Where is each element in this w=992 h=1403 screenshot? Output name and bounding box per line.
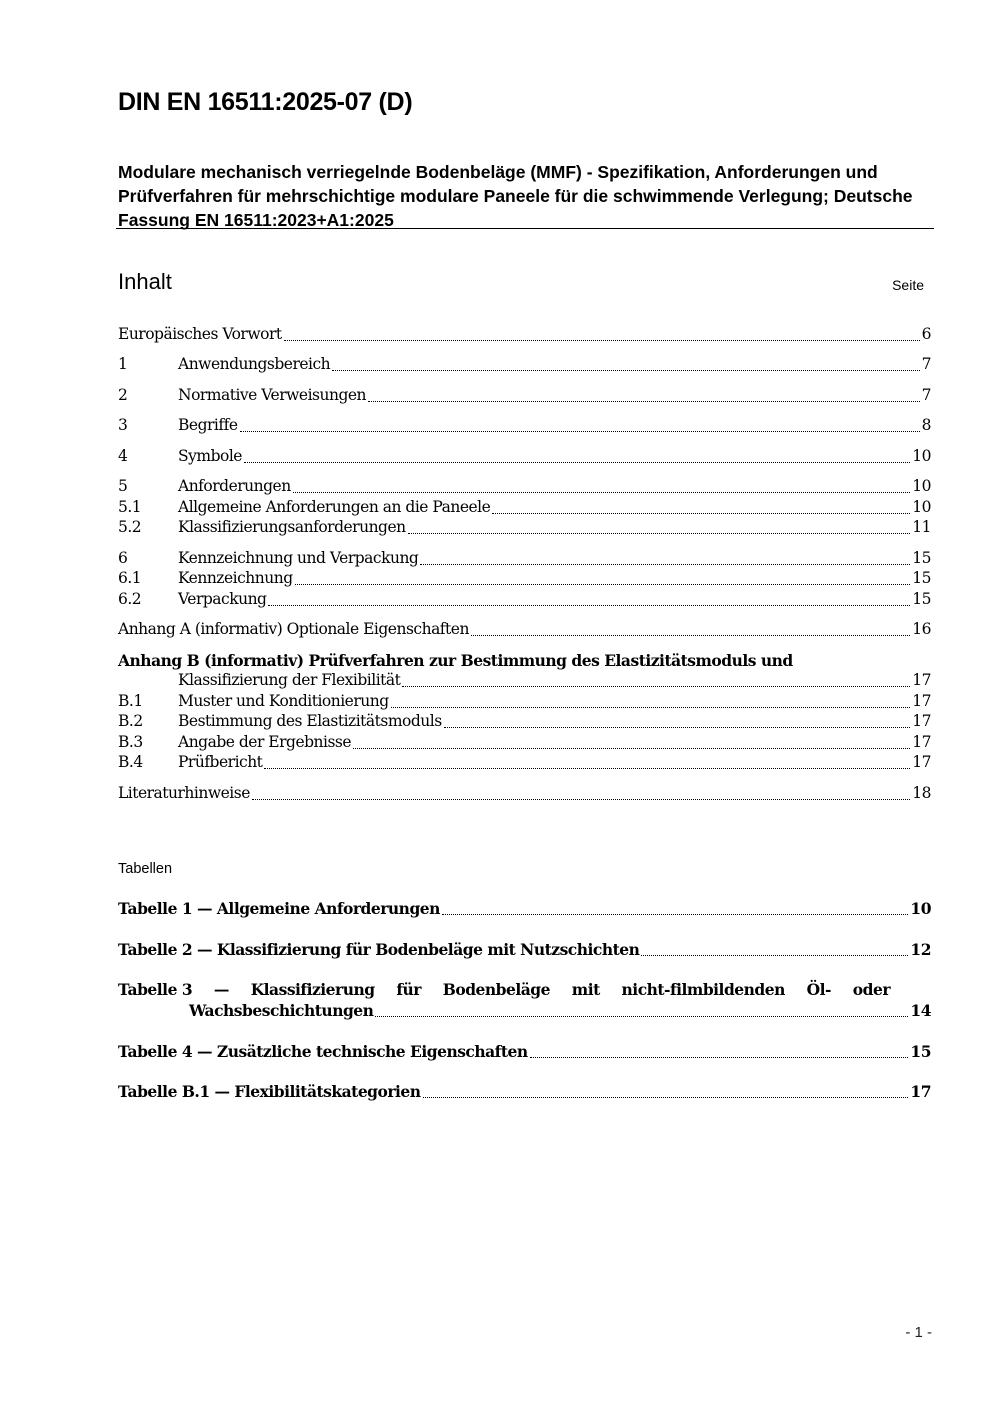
toc-entry-number: 6.2: [118, 590, 142, 608]
toc-entry-label: Angabe der Ergebnisse: [178, 733, 352, 751]
table-entry-justified[interactable]: Tabelle 3 — Klassifizierung für Bodenbeläge mit nicht-filmbildenden Öl- oder: [118, 980, 890, 999]
toc-entry-page: 10: [912, 498, 931, 516]
table-entry-label: Wachsbeschichtungen: [189, 1001, 374, 1020]
toc-entry-label: Klassifizierungsanforderungen: [178, 518, 406, 536]
toc-entry[interactable]: [118, 590, 931, 611]
toc-entry-page: 17: [912, 671, 931, 689]
toc-entry-number: B.1: [118, 692, 143, 710]
toc-entry-page: 15: [912, 590, 931, 608]
toc-entry-page: 7: [921, 355, 931, 373]
toc-entry[interactable]: [118, 620, 931, 641]
toc-entry-page: 10: [912, 477, 931, 495]
toc-entry-page: 15: [912, 549, 931, 567]
toc-leader: [402, 686, 910, 687]
toc-entry-number: 3: [118, 416, 128, 434]
toc-entry-label: Anwendungsbereich: [178, 355, 331, 373]
toc-entry-label: Allgemeine Anforderungen an die Paneele: [178, 498, 491, 516]
table-entry-page: 12: [910, 940, 931, 959]
toc-entry-number: 2: [118, 386, 128, 404]
toc-entry-label: Anhang A (informativ) Optionale Eigenschaften: [118, 620, 469, 638]
toc-leader: [492, 513, 910, 514]
toc-entry[interactable]: [118, 518, 931, 539]
table-entry-page: 17: [910, 1082, 931, 1101]
toc-entry-number: B.4: [118, 753, 143, 771]
toc-leader: [353, 748, 910, 749]
toc-entry-number: 6: [118, 549, 128, 567]
toc-entry-page: 17: [912, 712, 931, 730]
toc-entry-number: B.3: [118, 733, 143, 751]
toc-leader: [244, 462, 910, 463]
toc-entry-label: Literaturhinweise: [118, 784, 250, 802]
toc-entry-page: 11: [912, 518, 931, 536]
toc-entry[interactable]: [118, 569, 931, 590]
toc-entry[interactable]: [118, 477, 931, 498]
toc-entry[interactable]: [118, 325, 931, 346]
page-number: - 1 -: [905, 1324, 932, 1341]
toc-entry[interactable]: [118, 671, 931, 692]
toc-entry[interactable]: [118, 692, 931, 713]
toc-leader: [264, 768, 910, 769]
toc-entry[interactable]: [118, 355, 931, 376]
toc-leader: [444, 727, 911, 728]
document-id: DIN EN 16511:2025-07 (D): [118, 88, 413, 116]
toc-leader: [240, 431, 920, 432]
toc-entry-label: Verpackung: [178, 590, 267, 608]
table-entry-page: 14: [910, 1001, 931, 1020]
toc-entry-page: 16: [912, 620, 931, 638]
toc-entry-number: 5.2: [118, 518, 142, 536]
toc-leader: [284, 340, 920, 341]
toc-entry-page: 8: [921, 416, 931, 434]
toc-leader: [530, 1057, 909, 1058]
toc-entry-label: Prüfbericht: [178, 753, 263, 771]
toc-leader: [368, 401, 920, 402]
toc-entry[interactable]: [118, 498, 931, 519]
toc-leader: [391, 707, 911, 708]
toc-entry-label: Begriffe: [178, 416, 238, 434]
toc-entry-label: Normative Verweisungen: [178, 386, 367, 404]
toc-entry-label: Anforderungen: [178, 477, 291, 495]
toc-leader: [471, 635, 910, 636]
toc-leader: [423, 1097, 909, 1098]
toc-entry-page: 7: [921, 386, 931, 404]
toc-entry-number: B.2: [118, 712, 143, 730]
toc-entry-label: Muster und Konditionierung: [178, 692, 389, 710]
toc-leader: [641, 955, 908, 956]
toc-entry-label: Europäisches Vorwort: [118, 325, 282, 343]
toc-entry-page: 17: [912, 692, 931, 710]
toc-leader: [295, 584, 911, 585]
toc-entry-page: 15: [912, 569, 931, 587]
toc-entry-page: 18: [912, 784, 931, 802]
toc-leader: [332, 370, 919, 371]
toc-heading: Inhalt: [118, 269, 172, 294]
toc-entry[interactable]: [118, 753, 931, 774]
table-entry[interactable]: [118, 940, 931, 961]
toc-entry-page: 10: [912, 447, 931, 465]
toc-entry[interactable]: [118, 386, 931, 407]
table-entry-label: Tabelle 1 — Allgemeine Anforderungen: [118, 899, 440, 918]
toc-entry[interactable]: [118, 447, 931, 468]
toc-leader: [442, 914, 908, 915]
toc-entry[interactable]: [118, 784, 931, 805]
table-entry-page: 15: [910, 1042, 931, 1061]
toc-leader: [268, 605, 910, 606]
toc-entry[interactable]: [118, 712, 931, 733]
toc-entry-label: Klassifizierung der Flexibilität: [178, 671, 401, 689]
toc-entry-label: Bestimmung des Elastizitätsmoduls: [178, 712, 442, 730]
toc-leader: [293, 492, 911, 493]
toc-page-label: Seite: [892, 277, 924, 293]
toc-entry-page: 17: [912, 753, 931, 771]
toc-entry-number: 4: [118, 447, 128, 465]
toc-entry[interactable]: Anhang B (informativ) Prüfverfahren zur Bestimmung des Elastizitätsmoduls und: [118, 651, 793, 670]
table-entry[interactable]: [118, 1001, 931, 1022]
table-entry-label: Tabelle B.1 — Flexibilitätskategorien: [118, 1082, 421, 1101]
document-title: Modulare mechanisch verriegelnde Bodenbeläge (MMF) - Spezifikation, Anforderungen und Prüfverfahren für mehrschichtige modulare Paneele für die schwimmende Verlegung; Deutsche Fassung EN 16511:2023+A1:2025: [118, 162, 913, 230]
toc-entry-number: 6.1: [118, 569, 142, 587]
toc-entry-number: 1: [118, 355, 128, 373]
table-entry-page: 10: [910, 899, 931, 918]
toc-leader: [420, 564, 910, 565]
toc-entry[interactable]: [118, 416, 931, 437]
tables-heading: Tabellen: [118, 861, 173, 877]
toc-entry[interactable]: [118, 549, 931, 570]
table-entry[interactable]: [118, 1042, 931, 1063]
toc-entry-label: Kennzeichnung: [178, 569, 293, 587]
table-entry[interactable]: [118, 1082, 931, 1103]
toc-entry[interactable]: [118, 733, 931, 754]
table-entry-label: Tabelle 2 — Klassifizierung für Bodenbeläge mit Nutzschichten: [118, 940, 640, 959]
toc-entry-label: Kennzeichnung und Verpackung: [178, 549, 419, 567]
toc-entry-page: 17: [912, 733, 931, 751]
toc-entry-label: Symbole: [178, 447, 242, 465]
toc-leader: [375, 1016, 908, 1017]
toc-leader: [252, 799, 910, 800]
toc-entry-number: 5.1: [118, 498, 142, 516]
title-divider: [116, 228, 934, 229]
table-entry-label: Tabelle 4 — Zusätzliche technische Eigenschaften: [118, 1042, 528, 1061]
table-entry[interactable]: [118, 899, 931, 920]
toc-entry-number: 5: [118, 477, 128, 495]
toc-entry-page: 6: [921, 325, 931, 343]
toc-leader: [408, 533, 911, 534]
